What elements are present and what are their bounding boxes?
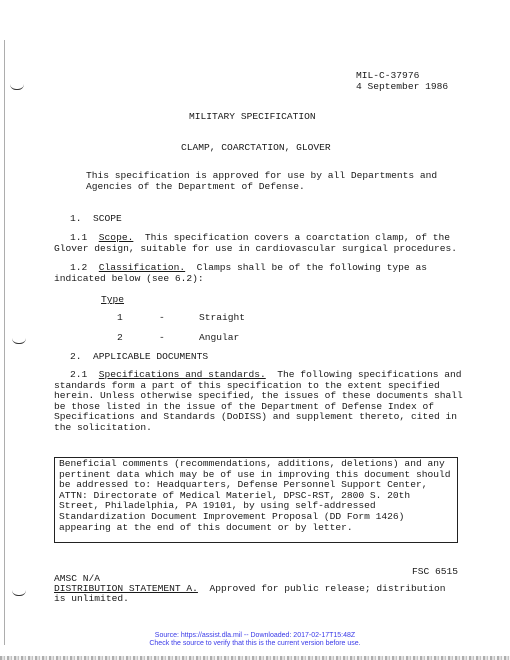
paragraph-1-2-number: 1.2: [70, 262, 88, 273]
page-left-edge: [4, 40, 5, 645]
paragraph-2-1-title: Specifications and standards.: [98, 369, 266, 380]
distribution-label: DISTRIBUTION STATEMENT A.: [54, 583, 198, 594]
amsc-code: AMSC N/A: [54, 573, 101, 584]
doc-number: MIL-C-37976: [356, 70, 420, 81]
paragraph-1-1-title: Scope.: [98, 232, 134, 243]
approval-paragraph: This specification is approved for use by all Departments and Agencies of the Department of Defense.: [86, 170, 438, 192]
distribution-text-continued: is unlimited.: [54, 593, 129, 604]
comments-box-text: Beneficial comments (recommendations, additions, deletions) and any pertinent data which may be of use in improving this document should be addressed to: Headquarters, Defense Personnel Support Center, ATTN: Directorate of Medical Materiel, DPSC-RST, 2800 S. 20th Street, Philadelphia, PA 19101, by using self-addressed Standardization Document Improvement Proposal (DD Form 1426) appearing at the end of this document or by letter.: [59, 458, 451, 533]
doc-date: 4 September 1986: [356, 81, 449, 92]
binder-mark: [12, 590, 26, 596]
paragraph-1-1-number: 1.1: [70, 232, 88, 243]
fsc-code: FSC 6515: [412, 566, 459, 577]
source-footer-line1: Source: https://assist.dla.mil -- Downloaded: 2017-02-17T15:48Z: [154, 632, 356, 639]
type-2-dash: -: [159, 332, 165, 343]
binder-mark: [10, 84, 24, 90]
type-1-dash: -: [159, 312, 165, 323]
paragraph-1-2: [54, 263, 466, 284]
type-column-header: Type: [101, 294, 125, 305]
paragraph-1-2-text: Clamps shall be of the following type as indicated below (see 6.2):: [54, 262, 427, 284]
section-2-heading: 2. APPLICABLE DOCUMENTS: [70, 351, 209, 362]
paragraph-1-1: [54, 233, 466, 254]
paragraph-1-2-title: Classification.: [98, 262, 186, 273]
type-2-number: 2: [117, 332, 123, 343]
paragraph-1-1-text: This specification covers a coarctation clamp, of the Glover design, suitable for use in cardiovascular surgical procedures.: [54, 232, 458, 254]
scan-edge-noise: [0, 656, 510, 660]
spec-type-title: MILITARY SPECIFICATION: [189, 111, 316, 122]
paragraph-2-1-number: 2.1: [70, 369, 88, 380]
distribution-text: Approved for public release; distribution: [209, 583, 446, 594]
spec-subject-title: CLAMP, COARCTATION, GLOVER: [181, 142, 331, 153]
paragraph-2-1: [54, 370, 466, 434]
type-1-number: 1: [117, 312, 123, 323]
type-1-name: Straight: [199, 312, 246, 323]
type-2-name: Angular: [199, 332, 240, 343]
source-footer-line2: Check the source to verify that this is the current version before use.: [149, 640, 361, 647]
section-1-heading: 1. SCOPE: [70, 213, 122, 224]
paragraph-2-1-text: The following specifications and standards form a part of this specification to the extent specified herein. Unless otherwise specified, the issues of these documents shall be those listed in the issue of the Department of Defense Index of Specifications and Standards (DoDISS) and supplement thereto, cited in the solicitation.: [54, 369, 463, 433]
binder-mark: [12, 338, 26, 344]
